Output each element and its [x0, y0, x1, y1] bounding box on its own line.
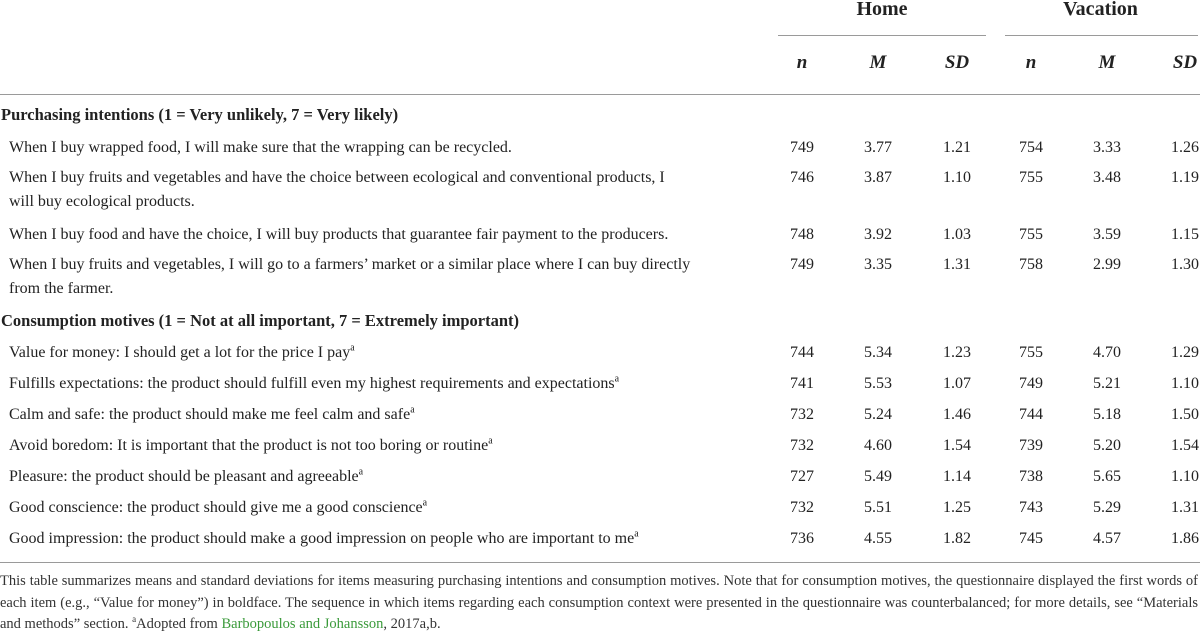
cell: 5.51 [864, 499, 892, 516]
item-label [9, 136, 744, 160]
citation-link[interactable]: Barbopoulos and Johansson [221, 616, 384, 632]
cell: 755 [1019, 226, 1043, 243]
col-home-m: M [869, 52, 887, 73]
cell: 1.23 [943, 344, 971, 361]
cell: 743 [1019, 499, 1043, 516]
table-footnote [0, 571, 1198, 636]
cell: 1.82 [943, 530, 971, 547]
cell: 5.21 [1093, 375, 1121, 392]
footnote-end: . [436, 616, 441, 632]
item-label [9, 434, 744, 458]
cell: 4.57 [1093, 530, 1121, 547]
item-label [9, 372, 744, 396]
cell: 732 [790, 437, 814, 454]
cell: 1.54 [943, 437, 971, 454]
cell: 1.50 [1171, 406, 1199, 423]
item-line: Pleasure: the product should be pleasant and agreeable [9, 468, 359, 485]
item-line: will buy ecological products. [9, 193, 195, 210]
group-rule-vacation [1005, 35, 1198, 36]
item-label [9, 223, 744, 247]
footnote-marker: a [350, 342, 355, 354]
cell: 1.07 [943, 375, 971, 392]
item-line: When I buy wrapped food, I will make sure that the wrapping can be recycled. [9, 139, 512, 156]
cell: 5.24 [864, 406, 892, 423]
cell: 1.31 [1171, 499, 1199, 516]
cell: 732 [790, 499, 814, 516]
cell: 1.54 [1171, 437, 1199, 454]
cell: 758 [1019, 256, 1043, 273]
section-title: Consumption motives (1 = Not at all important, 7 = Extremely important) [1, 311, 520, 330]
footnote-marker: a [614, 373, 620, 385]
citation-tail: , 2017a,b [383, 616, 437, 632]
col-home-sd: SD [944, 52, 970, 73]
item-label [9, 527, 744, 551]
col-vac-sd: SD [1172, 52, 1198, 73]
cell: 5.53 [864, 375, 892, 392]
item-label [9, 403, 744, 427]
group-rule-home [778, 35, 986, 36]
cell: 738 [1019, 468, 1043, 485]
footnote-marker: a [634, 528, 639, 540]
cell: 3.87 [864, 169, 892, 186]
cell: 727 [790, 468, 814, 485]
cell: 749 [790, 256, 814, 273]
cell: 1.10 [943, 169, 971, 186]
group-head-vacation: Vacation [1063, 0, 1138, 20]
col-vac-n: n [1025, 52, 1037, 73]
cell: 736 [790, 530, 814, 547]
cell: 739 [1019, 437, 1043, 454]
cell: 748 [790, 226, 814, 243]
header-rule [0, 94, 1200, 95]
item-line: Avoid boredom: It is important that the product is not too boring or routine [9, 437, 489, 454]
cell: 3.48 [1093, 169, 1121, 186]
cell: 1.86 [1171, 530, 1199, 547]
cell: 1.30 [1171, 256, 1199, 273]
item-line: When I buy food and have the choice, I will buy products that guarantee fair payment to the producers. [9, 226, 669, 243]
cell: 3.35 [864, 256, 892, 273]
cell: 745 [1019, 530, 1043, 547]
cell: 1.10 [1171, 468, 1199, 485]
item-line: from the farmer. [9, 280, 114, 297]
item-line: Good impression: the product should make a good impression on people who are important to me [9, 530, 635, 547]
cell: 1.21 [943, 139, 971, 156]
cell: 744 [1019, 406, 1043, 423]
cell: 5.18 [1093, 406, 1121, 423]
item-line: Fulfills expectations: the product should fulfill even my highest requirements and expectations [9, 375, 615, 392]
item-line: Value for money: I should get a lot for the price I pay [9, 344, 351, 361]
cell: 746 [790, 169, 814, 186]
cell: 2.99 [1093, 256, 1121, 273]
cell: 3.92 [864, 226, 892, 243]
footnote-adopted: Adopted from [136, 616, 222, 632]
cell: 5.20 [1093, 437, 1121, 454]
cell: 1.19 [1171, 169, 1199, 186]
bottom-rule [0, 562, 1200, 563]
cell: 5.29 [1093, 499, 1121, 516]
footnote-marker: a [488, 435, 493, 447]
item-label [9, 341, 744, 365]
col-home-n: n [796, 52, 808, 73]
cell: 5.49 [864, 468, 892, 485]
item-label [9, 166, 744, 214]
cell: 5.34 [864, 344, 892, 361]
item-line: Good conscience: the product should give me a good conscience [9, 499, 423, 516]
cell: 5.65 [1093, 468, 1121, 485]
cell: 1.15 [1171, 226, 1199, 243]
cell: 755 [1019, 344, 1043, 361]
cell: 741 [790, 375, 814, 392]
item-line: Calm and safe: the product should make me feel calm and safe [9, 406, 411, 423]
item-label [9, 253, 744, 301]
col-vac-m: M [1098, 52, 1116, 73]
cell: 1.46 [943, 406, 971, 423]
cell: 3.59 [1093, 226, 1121, 243]
cell: 4.55 [864, 530, 892, 547]
cell: 4.70 [1093, 344, 1121, 361]
cell: 1.26 [1171, 139, 1199, 156]
item-label [9, 465, 744, 489]
item-label [9, 496, 744, 520]
cell: 3.33 [1093, 139, 1121, 156]
footnote-marker: a [132, 614, 137, 625]
cell: 3.77 [864, 139, 892, 156]
cell: 1.14 [943, 468, 971, 485]
cell: 4.60 [864, 437, 892, 454]
item-line: When I buy fruits and vegetables and have the choice between ecological and conventional products, I [9, 169, 665, 186]
cell: 1.29 [1171, 344, 1199, 361]
cell: 749 [1019, 375, 1043, 392]
cell: 1.03 [943, 226, 971, 243]
cell: 1.10 [1171, 375, 1199, 392]
cell: 732 [790, 406, 814, 423]
cell: 1.25 [943, 499, 971, 516]
item-line: When I buy fruits and vegetables, I will go to a farmers’ market or a similar place where I can buy directly [9, 256, 691, 273]
cell: 749 [790, 139, 814, 156]
footnote-marker: a [422, 497, 428, 509]
group-head-home: Home [856, 0, 908, 20]
footnote-marker: a [358, 466, 364, 478]
cell: 1.31 [943, 256, 971, 273]
cell: 744 [790, 344, 814, 361]
footnote-marker: a [410, 404, 415, 416]
section-title: Purchasing intentions (1 = Very unlikely, 7 = Very likely) [1, 105, 399, 124]
cell: 755 [1019, 169, 1043, 186]
footnote-text: This table summarizes means and standard deviations for items measuring purchasing intentions and consumption motives. Note that for consumption motives, the questionnaire displayed the first words of each item (e.g., “Value for money”) in boldface. The sequence in which items regarding each consumption context were presented in the questionnaire was counterbalanced; for more details, see “Materials and methods” section. [0, 573, 1198, 632]
cell: 754 [1019, 139, 1043, 156]
